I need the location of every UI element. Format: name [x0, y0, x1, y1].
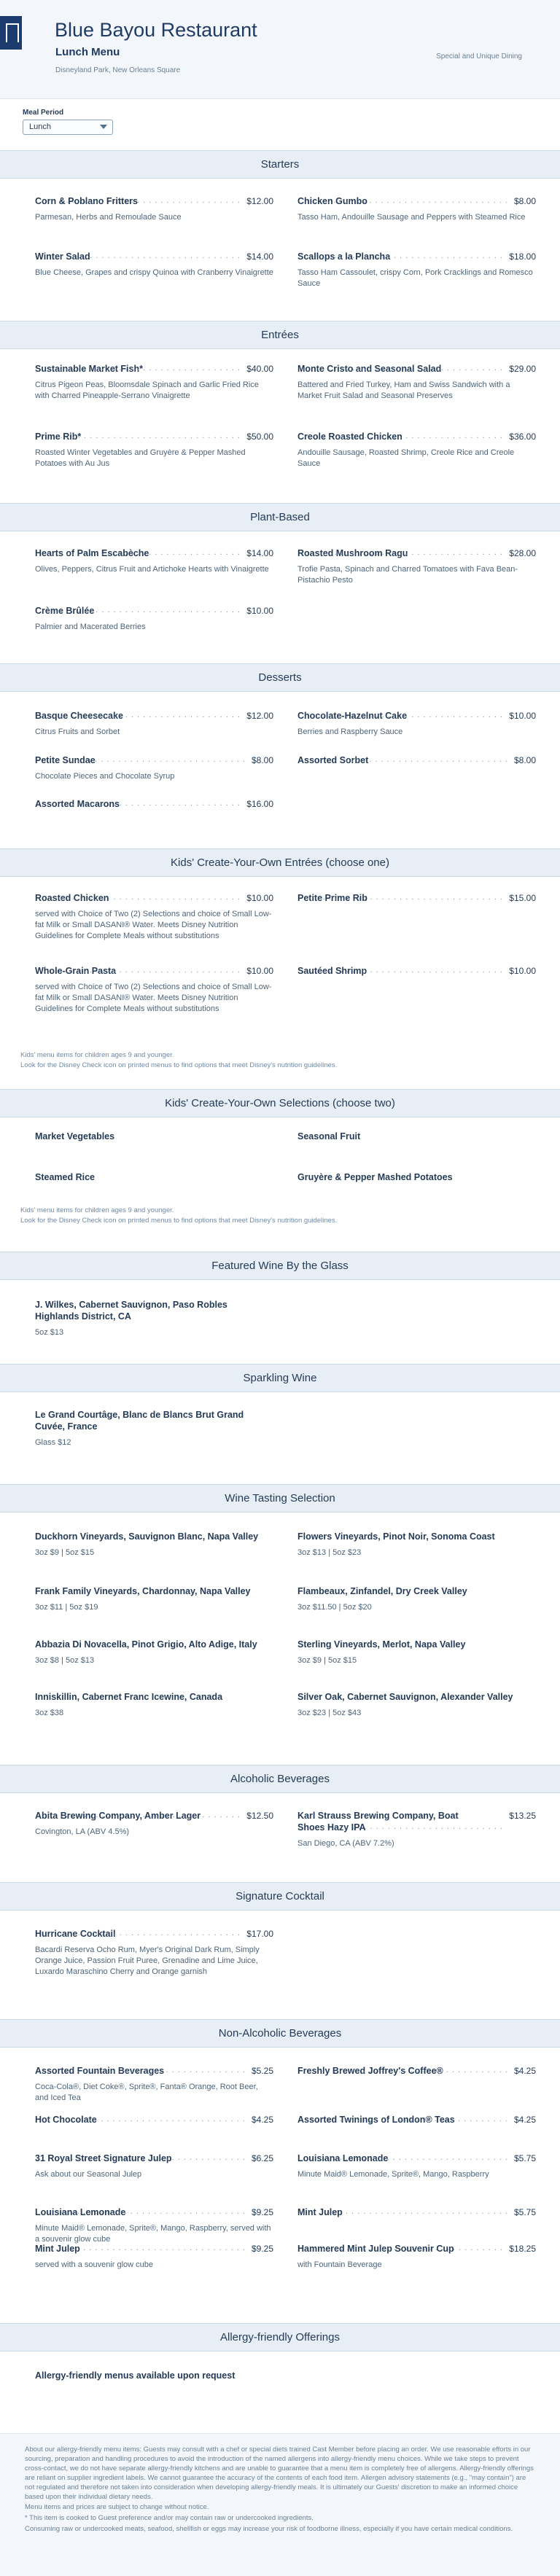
menu-item — [35, 605, 273, 633]
menu-item-name: Silver Oak, Cabernet Sauvignon, Alexander Valley — [298, 1692, 513, 1702]
kids-menu-note: Kids' menu items for children ages 9 and younger. — [20, 1206, 174, 1214]
menu-item-price: $17.00 — [246, 1929, 273, 1939]
menu-item — [298, 1585, 536, 1613]
dot-leader — [121, 1929, 241, 1940]
menu-item-description: Tasso Ham, Andouille Sausage and Peppers with Steamed Rice — [298, 213, 526, 222]
section-heading: Kids' Create-Your-Own Selections (choose two) — [0, 1089, 560, 1117]
dot-leader — [122, 966, 241, 977]
dot-leader — [100, 606, 241, 617]
menu-item-price: $8.00 — [251, 755, 273, 765]
dot-leader — [96, 251, 241, 263]
menu-item-description: 3oz $11.50 | 5oz $20 — [298, 1603, 372, 1612]
menu-item-price: $18.00 — [509, 251, 536, 262]
menu-item-price: $15.00 — [509, 893, 536, 903]
menu-item-price: $4.25 — [513, 2115, 536, 2125]
menu-title: Lunch Menu — [55, 46, 120, 58]
raw-item-note: * This item is cooked to Guest preference and/or may contain raw or undercooked ingredients. — [25, 2514, 314, 2522]
section-alcoholic — [0, 1765, 560, 1848]
menu-item — [298, 965, 536, 977]
menu-item-name: Hearts of Palm Escabèche — [35, 548, 149, 558]
menu-item-name: Louisiana Lemonade — [35, 2207, 126, 2217]
menu-item-price: $10.00 — [246, 893, 273, 903]
section-heading: Entrées — [0, 321, 560, 349]
menu-item-price: $5.75 — [513, 2153, 536, 2163]
section-starters — [0, 150, 560, 288]
menu-item-name: Assorted Macarons — [35, 799, 120, 809]
menu-item-description: 3oz $9 | 5oz $15 — [298, 1656, 357, 1665]
dot-leader — [86, 2244, 246, 2255]
menu-item-description: San Diego, CA (ABV 7.2%) — [298, 1839, 394, 1848]
menu-item — [35, 1585, 273, 1613]
menu-item — [298, 2206, 536, 2218]
menu-item-description: 3oz $9 | 5oz $15 — [35, 1548, 95, 1557]
menu-item-name: J. Wilkes, Cabernet Sauvignon, Paso Robles Highlands District, CA — [35, 1300, 228, 1322]
kids-menu-note: Kids' menu items for children ages 9 and younger. — [20, 1051, 174, 1059]
menu-item-description: served with a souvenir glow cube — [35, 2260, 154, 2269]
menu-item-price: $5.75 — [513, 2207, 536, 2217]
menu-item-description: Battered and Fried Turkey, Ham and Swiss Sandwich with a Market Fruit Salad and Seasonal Preserves — [298, 380, 510, 400]
menu-item-price: $5.25 — [251, 2066, 273, 2076]
menu-item-price: $12.00 — [246, 711, 273, 721]
dot-leader — [373, 966, 503, 977]
menu-item-name: Hurricane Cocktail — [35, 1929, 116, 1939]
footer-disclaimer — [0, 2433, 560, 2576]
menu-item-description: served with Choice of Two (2) Selections and choice of Small Low-fat Milk or Small DASANI® Water. Meets Disney Nutrition Guidelines for Complete Meals without substitutions — [35, 983, 272, 1013]
menu-item-name: Duckhorn Vineyards, Sauvignon Blanc, Napa Valley — [35, 1531, 259, 1542]
dot-leader — [372, 1822, 503, 1834]
dot-leader — [460, 2244, 503, 2255]
menu-item-name: Market Vegetables — [35, 1131, 115, 1141]
dining-type: Special and Unique Dining — [436, 52, 522, 61]
menu-item-description: 3oz $23 | 5oz $43 — [298, 1709, 362, 1717]
section-heading: Sparkling Wine — [0, 1364, 560, 1392]
section-wine-tasting — [0, 1484, 560, 1717]
section-heading: Featured Wine By the Glass — [0, 1252, 560, 1280]
menu-item-name: Petite Prime Rib — [298, 893, 368, 903]
menu-item — [35, 754, 273, 782]
dot-leader — [178, 2153, 246, 2165]
menu-item-name: Flambeaux, Zinfandel, Dry Creek Valley — [298, 1586, 467, 1596]
menu-item-name: Sautéed Shrimp — [298, 966, 368, 976]
menu-item-name: Prime Rib* — [35, 432, 82, 442]
menu-item-description: 5oz $13 — [35, 1328, 64, 1337]
menu-item-name: Abbazia Di Novacella, Pinot Grigio, Alto Adige, Italy — [35, 1639, 257, 1650]
menu-item-name: Frank Family Vineyards, Chardonnay, Napa Valley — [35, 1586, 251, 1596]
menu-item-name: Assorted Twinings of London® Teas — [298, 2115, 455, 2125]
menu-item-description: Minute Maid® Lemonade, Sprite®, Mango, Raspberry, served with a souvenir glow cube — [35, 2224, 271, 2244]
dot-leader — [396, 251, 503, 263]
section-non-alcoholic — [0, 2019, 560, 2269]
menu-item-description: Coca-Cola®, Diet Coke®, Sprite®, Fanta® Orange, Root Beer, and Iced Tea — [35, 2083, 258, 2102]
menu-item-name: Le Grand Courtâge, Blanc de Blancs Brut Grand Cuvée, France — [35, 1410, 244, 1432]
menu-item — [35, 1691, 273, 1719]
menu-item — [35, 2243, 273, 2271]
castle-logo-icon — [0, 16, 22, 50]
menu-item-name: Seasonal Fruit — [298, 1131, 361, 1141]
dot-leader — [408, 432, 503, 443]
menu-item-description: Chocolate Pieces and Chocolate Syrup — [35, 772, 175, 781]
menu-item — [298, 2065, 536, 2077]
menu-item — [298, 1531, 536, 1558]
menu-item-price: $4.25 — [513, 2066, 536, 2076]
dot-leader — [449, 2066, 508, 2077]
menu-item-name: Petite Sundae — [35, 755, 96, 765]
menu-item — [298, 754, 536, 766]
menu-item-price: $13.25 — [509, 1811, 536, 1821]
menu-item-name: Allergy-friendly menus available upon request — [35, 2370, 236, 2381]
menu-item — [35, 965, 273, 1015]
meal-period-label: Meal Period — [23, 109, 64, 117]
menu-item-name: 31 Royal Street Signature Julep — [35, 2153, 172, 2163]
dot-leader — [114, 893, 241, 905]
menu-item — [298, 2114, 536, 2126]
menu-item-name: Freshly Brewed Joffrey's Coffee® — [298, 2066, 443, 2076]
menu-item-name: Louisiana Lemonade — [298, 2153, 389, 2163]
restaurant-location: Disneyland Park, New Orleans Square — [55, 66, 181, 74]
menu-item-name: Chocolate-Hazelnut Cake — [298, 711, 408, 721]
section-heading: Starters — [0, 150, 560, 179]
menu-item — [35, 1171, 273, 1183]
section-sparkling-wine — [0, 1364, 560, 1447]
menu-item — [298, 431, 536, 469]
dot-leader — [131, 2207, 246, 2219]
menu-item — [298, 2152, 536, 2180]
menu-item — [298, 2243, 536, 2271]
menu-item — [35, 1131, 273, 1142]
section-entrees — [0, 321, 560, 468]
menu-item-price: $8.00 — [513, 196, 536, 206]
menu-item-price: $14.00 — [246, 251, 273, 262]
menu-item — [35, 2206, 273, 2245]
dot-leader — [103, 2115, 246, 2126]
menu-item-name: Winter Salad — [35, 251, 90, 262]
menu-item — [35, 1810, 273, 1838]
menu-item-description: Tasso Ham Cassoulet, crispy Corn, Pork Cracklings and Romesco Sauce — [298, 268, 533, 288]
menu-item-description: Covington, LA (ABV 4.5%) — [35, 1827, 130, 1836]
menu-item-name: Roasted Mushroom Ragu — [298, 548, 408, 558]
menu-item-description: Berries and Raspberry Sauce — [298, 727, 403, 736]
page-header — [0, 0, 560, 99]
menu-item-price: $40.00 — [246, 364, 273, 374]
section-heading: Alcoholic Beverages — [0, 1765, 560, 1793]
menu-item-name: Basque Cheesecake — [35, 711, 123, 721]
meal-period-select[interactable] — [23, 120, 113, 135]
menu-item — [35, 1928, 273, 1978]
dot-leader — [101, 755, 246, 767]
menu-item-description: Roasted Winter Vegetables and Gruyère & Pepper Mashed Potatoes with Au Jus — [35, 448, 246, 468]
section-heading: Allergy-friendly Offerings — [0, 2323, 560, 2351]
menu-item-price: $4.25 — [251, 2115, 273, 2125]
section-heading: Plant-Based — [0, 503, 560, 531]
menu-item — [35, 2152, 273, 2180]
menu-item-price: $14.00 — [246, 548, 273, 558]
menu-item — [35, 251, 273, 278]
menu-item — [298, 1131, 536, 1142]
dot-leader — [413, 711, 503, 722]
menu-item — [298, 547, 536, 586]
menu-item-price: $16.00 — [246, 799, 273, 809]
kids-menu-note: Look for the Disney Check icon on printed menus to find options that meet Disney's nutrition guidelines. — [20, 1061, 338, 1069]
menu-item-name: Monte Cristo and Seasonal Salad — [298, 364, 442, 374]
menu-item-description: Citrus Fruits and Sorbet — [35, 727, 120, 736]
menu-item — [35, 710, 273, 738]
menu-item-name: Mint Julep — [298, 2207, 343, 2217]
menu-item-name: Roasted Chicken — [35, 893, 109, 903]
menu-item-description: Trofie Pasta, Spinach and Charred Tomatoes with Fava Bean-Pistachio Pesto — [298, 565, 518, 585]
menu-item-description: Minute Maid® Lemonade, Sprite®, Mango, Raspberry — [298, 2170, 489, 2179]
menu-item-description: 3oz $13 | 5oz $23 — [298, 1548, 362, 1557]
menu-item-price: $6.25 — [251, 2153, 273, 2163]
menu-item-price: $36.00 — [509, 432, 536, 442]
raw-food-warning: Consuming raw or undercooked meats, seafood, shellfish or eggs may increase your risk of foodborne illness, especially if you have certain medical conditions. — [25, 2525, 513, 2533]
menu-item — [298, 195, 536, 223]
dot-leader — [206, 1811, 241, 1822]
menu-item-name: Scallops a la Plancha — [298, 251, 391, 262]
menu-item — [35, 363, 273, 402]
menu-item-description: Andouille Sausage, Roasted Shrimp, Creole Rice and Creole Sauce — [298, 448, 515, 468]
menu-item-name: Sustainable Market Fish* — [35, 364, 143, 374]
menu-item — [35, 2114, 273, 2126]
menu-item — [35, 547, 273, 575]
dot-leader — [87, 432, 241, 443]
dot-leader — [374, 755, 508, 767]
menu-item-name: Mint Julep — [35, 2244, 80, 2254]
menu-item-description: Palmier and Macerated Berries — [35, 622, 146, 631]
menu-item-price: $9.25 — [251, 2244, 273, 2254]
section-heading: Kids' Create-Your-Own Entrées (choose one) — [0, 848, 560, 877]
menu-item-name: Abita Brewing Company, Amber Lager — [35, 1811, 201, 1821]
dot-leader — [155, 548, 241, 560]
menu-item-name: Assorted Sorbet — [298, 755, 369, 765]
menu-item-name: Corn & Poblano Fritters — [35, 196, 138, 206]
menu-item — [35, 1639, 273, 1666]
menu-item-price: $10.00 — [246, 966, 273, 976]
menu-item-description: Citrus Pigeon Peas, Bloomsdale Spinach and Garlic Fried Rice with Charred Pineapple-Serrano Vinaigrette — [35, 380, 259, 400]
restaurant-name: Blue Bayou Restaurant — [55, 19, 257, 41]
menu-item — [298, 1691, 536, 1719]
dot-leader — [349, 2207, 508, 2219]
menu-item-price: $10.00 — [509, 711, 536, 721]
allergy-disclaimer: About our allergy-friendly menu items: Guests may consult with a chef or special diets trained Cast Member before placing an order. We use reasonable efforts in our sourcing, preparation and handling procedures to avoid the introduction of the named allergens into allergy-friendly menu choices. While we take steps to prevent cross-contact, we do not have separate allergy-friendly kitchens and are unable to guarantee that a menu item is completely free of allergens. Allergy-friendly offerings are reliant on supplier ingredient labels. We cannot guarantee the accuracy of the contents of each food item. Allergen advisory statements (e.g., "may contain") are not regulated and therefore not taken into consideration when developing allergy-friendly meals. It is ultimately our Guests' discretion to make an informed choice based upon their individual dietary needs. — [25, 2446, 534, 2501]
dot-leader — [170, 2066, 246, 2077]
section-heading: Wine Tasting Selection — [0, 1484, 560, 1513]
menu-item — [35, 195, 273, 223]
menu-item-description: Olives, Peppers, Citrus Fruit and Artichoke Hearts with Vinaigrette — [35, 565, 269, 574]
menu-item-description: 3oz $8 | 5oz $13 — [35, 1656, 95, 1665]
menu-item-name: Steamed Rice — [35, 1172, 95, 1182]
dot-leader — [413, 548, 503, 560]
menu-item-name: Hammered Mint Julep Souvenir Cup — [298, 2244, 454, 2254]
menu-item-description: with Fountain Beverage — [298, 2260, 382, 2269]
menu-item — [298, 251, 536, 289]
menu-item — [298, 1171, 536, 1183]
menu-item — [35, 431, 273, 469]
dot-leader — [394, 2153, 508, 2165]
menu-item-price: $18.25 — [509, 2244, 536, 2254]
menu-item-price: $12.50 — [246, 1811, 273, 1821]
dot-leader — [129, 711, 241, 722]
menu-item — [35, 2065, 273, 2104]
section-heading: Desserts — [0, 663, 560, 692]
menu-item — [298, 1810, 536, 1849]
menu-item — [35, 798, 273, 810]
dot-leader — [125, 799, 241, 811]
dot-leader — [144, 196, 241, 208]
menu-item-price: $10.00 — [509, 966, 536, 976]
menu-item-name: Creole Roasted Chicken — [298, 432, 402, 442]
menu-item-description: Parmesan, Herbs and Remoulade Sauce — [35, 213, 182, 222]
menu-item-price: $12.00 — [246, 196, 273, 206]
menu-item-name: Chicken Gumbo — [298, 196, 368, 206]
menu-item-name: Crème Brûlée — [35, 606, 95, 616]
menu-item-price: $10.00 — [246, 606, 273, 616]
menu-item-description: served with Choice of Two (2) Selections and choice of Small Low-fat Milk or Small DASANI® Water. Meets Disney Nutrition Guidelines for Complete Meals without substitutions — [35, 910, 272, 940]
menu-item-name: Sterling Vineyards, Merlot, Napa Valley — [298, 1639, 466, 1650]
section-kids-entrees — [0, 848, 560, 1069]
menu-item — [35, 1531, 273, 1558]
menu-item-description: 3oz $38 — [35, 1709, 64, 1717]
menu-item — [298, 710, 536, 738]
section-featured-wine — [0, 1252, 560, 1337]
menu-item-name: Hot Chocolate — [35, 2115, 97, 2125]
section-allergy — [0, 2323, 560, 2381]
menu-item-price: $8.00 — [513, 755, 536, 765]
menu-item-description: Bacardi Reserva Ocho Rum, Myer's Original Dark Rum, Simply Orange Juice, Passion Fruit Puree, Grenadine and Lime Juice, Luxardo Maraschino Cherry and Orange garnish — [35, 1945, 260, 1976]
section-desserts — [0, 663, 560, 809]
menu-item — [298, 1639, 536, 1666]
meal-period-value: Lunch — [29, 122, 51, 131]
kids-menu-note: Look for the Disney Check icon on printed menus to find options that meet Disney's nutrition guidelines. — [20, 1217, 338, 1225]
section-heading: Signature Cocktail — [0, 1882, 560, 1910]
dot-leader — [373, 893, 503, 905]
menu-item — [298, 363, 536, 402]
menu-item — [35, 1409, 273, 1448]
menu-item-description: Blue Cheese, Grapes and crispy Quinoa with Cranberry Vinaigrette — [35, 268, 273, 277]
menu-item-price: $28.00 — [509, 548, 536, 558]
menu-item-name: Flowers Vineyards, Pinot Noir, Sonoma Coast — [298, 1531, 495, 1542]
price-disclaimer: Menu items and prices are subject to change without notice. — [25, 2503, 209, 2511]
menu-item-name: Karl Strauss Brewing Company, Boat Shoes Hazy IPA — [298, 1811, 459, 1833]
menu-item-name: Whole-Grain Pasta — [35, 966, 117, 976]
menu-item-name: Inniskillin, Cabernet Franc Icewine, Canada — [35, 1692, 223, 1702]
dot-leader — [447, 364, 503, 375]
dot-leader — [149, 364, 241, 375]
menu-item — [35, 892, 273, 942]
dot-leader — [373, 196, 508, 208]
menu-item-name: Gruyère & Pepper Mashed Potatoes — [298, 1172, 453, 1182]
menu-item — [35, 1299, 273, 1338]
section-signature-cocktail — [0, 1882, 560, 1976]
section-plant-based — [0, 503, 560, 631]
menu-item-price: $29.00 — [509, 364, 536, 374]
menu-item — [35, 2370, 273, 2381]
menu-item-price: $50.00 — [246, 432, 273, 442]
menu-item-description: Glass $12 — [35, 1438, 71, 1447]
menu-item-description: 3oz $11 | 5oz $19 — [35, 1603, 98, 1612]
dot-leader — [461, 2115, 508, 2126]
section-heading: Non-Alcoholic Beverages — [0, 2019, 560, 2048]
chevron-down-icon — [100, 125, 107, 129]
menu-item-description: Ask about our Seasonal Julep — [35, 2170, 142, 2179]
menu-item-name: Assorted Fountain Beverages — [35, 2066, 165, 2076]
menu-item-price: $9.25 — [251, 2207, 273, 2217]
section-kids-selections — [0, 1089, 560, 1225]
menu-item — [298, 892, 536, 904]
